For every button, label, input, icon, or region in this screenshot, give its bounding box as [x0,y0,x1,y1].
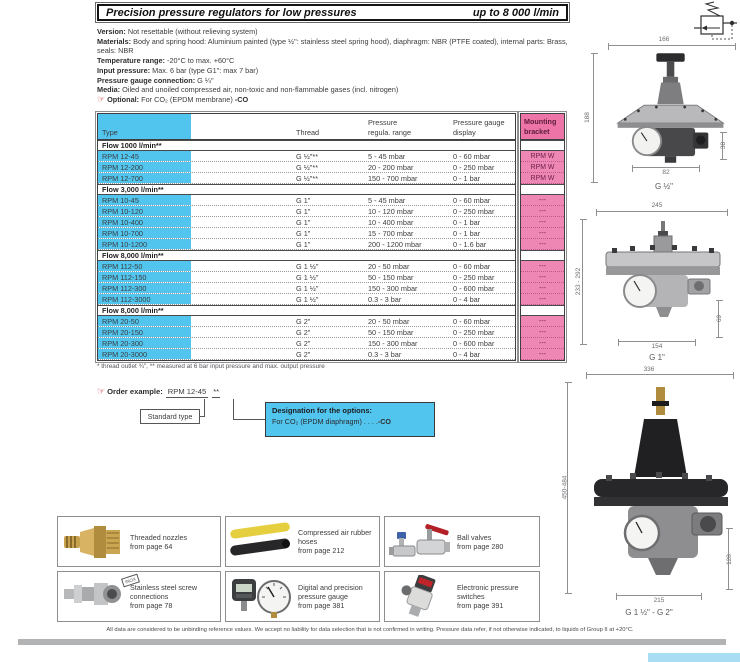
col-header-display: Pressure gauge display [453,118,505,137]
range-cell: 20 - 50 mbar [368,262,410,271]
range-cell: 20 - 50 mbar [368,317,410,326]
footer-bar [18,639,726,645]
pointing-hand-icon: ☞ [97,386,106,396]
type-cell: RPM 10-400 [102,218,143,227]
table-section-header: Flow 3,000 l/min** [98,184,515,195]
screw-connection-icon [60,575,124,619]
accessory-item [384,516,540,567]
type-cell: RPM 12-45 [102,152,139,161]
options-designation-box [265,402,435,437]
regulator-large-photo [586,381,736,589]
mounting-gap [521,184,564,195]
pressure-gauges-icon [228,575,292,619]
ball-valves-icon [387,520,451,564]
mounting-cell: RPM W [521,173,564,184]
type-cell: RPM 10-120 [102,207,143,216]
thread-cell: G 1 ½" [296,273,319,282]
mounting-cell: --- [521,338,564,349]
product-table [97,113,516,361]
thread-cell: G 1" [296,240,311,249]
order-example-code: RPM 12-45 [167,387,207,396]
display-cell: 0 - 60 mbar [453,196,491,205]
order-example-line [97,387,220,398]
thread-cell: G ½"** [296,152,319,161]
mounting-gap [521,250,564,261]
display-cell: 0 - 250 mbar [453,207,495,216]
dim-line [616,595,702,596]
range-cell: 0.3 - 3 bar [368,350,402,359]
mounting-cell: --- [521,316,564,327]
order-example-suffix: ** [213,387,220,396]
figure-caption: G ½" [655,182,673,191]
display-cell: 0 - 1 bar [453,174,481,183]
figure-g-half-inch: 166 188 38 82 G ½" [588,36,740,192]
display-cell: 0 - 1 bar [453,218,481,227]
mounting-cell: --- [521,294,564,305]
thread-cell: G 2" [296,350,311,359]
range-cell: 10 - 120 mbar [368,207,414,216]
mounting-cell: --- [521,228,564,239]
table-section-header: Flow 8,000 l/min** [98,250,515,261]
mounting-cell: --- [521,195,564,206]
type-cell: RPM 112-300 [102,284,147,293]
display-cell: 0 - 600 mbar [453,284,495,293]
range-cell: 150 - 300 mbar [368,284,418,293]
accessory-label: Stainless steel screw connections from page 78 [130,583,198,610]
thread-cell: G 1 ½" [296,284,319,293]
table-row [98,217,515,228]
table-row [98,173,515,184]
dim-line [596,211,728,212]
spec-line: Input pressure: Max. 6 bar (type G1": max 7 bar) [97,65,259,75]
pointing-hand-icon: ☞ [97,93,106,104]
type-cell: RPM 112-150 [102,273,147,282]
spec-line-optional: ☞ Optional: For CO₂ (EPDM membrane) -CO [97,93,249,104]
figure-g-large: 336 450-484 128 215 G 1 ½" - G 2" [558,366,740,620]
type-cell: RPM 10-700 [102,229,143,238]
table-row [98,338,515,349]
standard-type-box: Standard type [140,409,200,424]
display-cell: 0 - 600 mbar [453,339,495,348]
table-row [98,294,515,305]
table-row [98,316,515,327]
rubber-hoses-icon [228,520,292,564]
spec-block [97,27,573,105]
thread-cell: G 2" [296,339,311,348]
table-row [98,272,515,283]
regulator-medium-photo [598,220,728,332]
display-cell: 0 - 1 bar [453,229,481,238]
mounting-cell: --- [521,283,564,294]
options-designation-line: For CO₂ (EPDM diaphragm) . . . .-CO [272,417,392,426]
dim-line [618,341,696,342]
range-cell: 10 - 400 mbar [368,218,414,227]
dim-line [586,374,734,375]
mounting-cell: --- [521,206,564,217]
type-cell: RPM 10-45 [102,196,139,205]
mounting-cell: --- [521,239,564,250]
spec-line: Media: Oiled and unoiled compressed air, non-toxic and non-flammable gases (incl. nitrogen) [97,85,399,95]
dim-line [608,45,736,46]
display-cell: 0 - 250 mbar [453,328,495,337]
range-cell: 0.3 - 3 bar [368,295,402,304]
table-row [98,239,515,250]
thread-cell: G 1" [296,229,311,238]
spec-line: Pressure gauge connection: G ¼" [97,75,214,85]
accessory-label: Electronic pressure switches from page 391 [457,583,519,610]
thread-cell: G 2" [296,328,311,337]
spec-line: Materials: Body and spring hood: Aluminium painted (type ½": stainless steel spring hood), diaphragm: NBR (PTFE coated), internal parts: Brass, seals: NBR [97,36,568,56]
table-row [98,162,515,173]
options-designation-title: Designation for the options: [272,406,372,415]
title-bar [97,4,568,21]
pressure-switch-icon [387,575,451,619]
table-row [98,261,515,272]
display-cell: 0 - 250 mbar [453,273,495,282]
thread-cell: G 1" [296,207,311,216]
table-footnote: * thread outlet ¾", ** measured at 6 bar input pressure and max. output pressure [97,363,325,370]
accessory-item [57,516,221,567]
type-cell: RPM 20-150 [102,328,143,337]
mounting-gap [521,305,564,316]
table-header-row [98,114,515,140]
display-cell: 0 - 250 mbar [453,163,495,172]
range-cell: 150 - 700 mbar [368,174,418,183]
thread-cell: G 2" [296,317,311,326]
table-row [98,327,515,338]
table-row [98,349,515,360]
range-cell: 5 - 45 mbar [368,152,406,161]
range-cell: 5 - 45 mbar [368,196,406,205]
range-cell: 150 - 300 mbar [368,339,418,348]
display-cell: 0 - 4 bar [453,295,481,304]
order-example-label: Order example: [107,387,163,396]
col-header-type: Type [102,128,118,137]
spec-line: Version: Not resettable (without relieving system) [97,27,258,36]
display-cell: 0 - 60 mbar [453,317,491,326]
table-row [98,283,515,294]
thread-cell: G 1 ½" [296,295,319,304]
range-cell: 15 - 700 mbar [368,229,414,238]
table-row [98,228,515,239]
accessories-panel [57,516,540,622]
connector-line [204,399,205,417]
connector-line [233,399,234,420]
accessory-label: Threaded nozzles from page 64 [130,532,188,551]
accessory-label: Digital and precision pressure gauge from page 381 [298,583,363,610]
mounting-cell: RPM W [521,162,564,173]
thread-cell: G ½"** [296,174,319,183]
display-cell: 0 - 4 bar [453,350,481,359]
type-cell: RPM 12-700 [102,174,143,183]
range-cell: 50 - 150 mbar [368,273,414,282]
accessory-item [384,571,540,622]
accessory-item [225,571,380,622]
mounting-cell: --- [521,261,564,272]
range-cell: 50 - 150 mbar [368,328,414,337]
regulator-small-photo [612,51,730,165]
inox-badge: INOX [121,574,140,588]
col-header-thread: Thread [296,128,320,137]
range-cell: 20 - 200 mbar [368,163,414,172]
mounting-cell: --- [521,217,564,228]
type-cell: RPM 10-1200 [102,240,148,249]
type-cell: RPM 20-50 [102,317,139,326]
mounting-cell: --- [521,327,564,338]
page-title: Precision pressure regulators for low pressures [106,6,357,19]
table-row [98,151,515,162]
thread-cell: G 1" [296,218,311,227]
disclaimer-text: All data are considered to be unbinding reference values. We accept no liability for data selection that is not confirmed in writing. Pressure data refer, if not otherwise indicated, to liquids of Group II at +20°C. [106,627,634,633]
table-row [98,206,515,217]
dim-line [632,167,700,168]
col-header-range: Pressure regula. range [368,118,412,137]
flow-capacity: up to 8 000 l/min [472,6,559,19]
mounting-cell: --- [521,272,564,283]
thread-cell: G 1" [296,196,311,205]
accessory-item [225,516,380,567]
mounting-bracket-column [520,113,565,361]
thread-cell: G 1 ½" [296,262,319,271]
figure-caption: G 1" [649,353,665,362]
type-cell: RPM 20-3000 [102,350,148,359]
mounting-gap [521,140,564,151]
type-cell: RPM 112-3000 [102,295,151,304]
type-cell: RPM 12-200 [102,163,143,172]
range-cell: 200 - 1200 mbar [368,240,422,249]
accessory-item [57,571,221,622]
figure-caption: G 1 ½" - G 2" [625,608,673,617]
connector-line [233,419,265,420]
table-row [98,195,515,206]
display-cell: 0 - 60 mbar [453,152,491,161]
type-cell: RPM 112-50 [102,262,143,271]
figure-g-one-inch: 245 233 - 292 69 154 G 1" [576,200,738,364]
spec-line: Temperature range: -20°C to max. +60°C [97,56,235,66]
display-cell: 0 - 1.6 bar [453,240,487,249]
threaded-nozzle-icon [60,520,124,564]
connector-line [200,416,205,417]
col-header-mounting: Mounting bracket [521,114,564,140]
display-cell: 0 - 60 mbar [453,262,491,271]
accessory-label: Compressed air rubber hoses from page 212 [298,528,372,555]
table-section-header: Flow 8,000 l/min** [98,305,515,316]
mounting-cell: --- [521,349,564,360]
accessory-label: Ball valves from page 280 [457,532,504,551]
mounting-cell: RPM W [521,151,564,162]
page-corner-tab [648,653,740,662]
type-cell: RPM 20-300 [102,339,143,348]
dim-line [593,53,594,183]
thread-cell: G ½"** [296,163,319,172]
table-section-header: Flow 1000 l/min** [98,140,515,151]
